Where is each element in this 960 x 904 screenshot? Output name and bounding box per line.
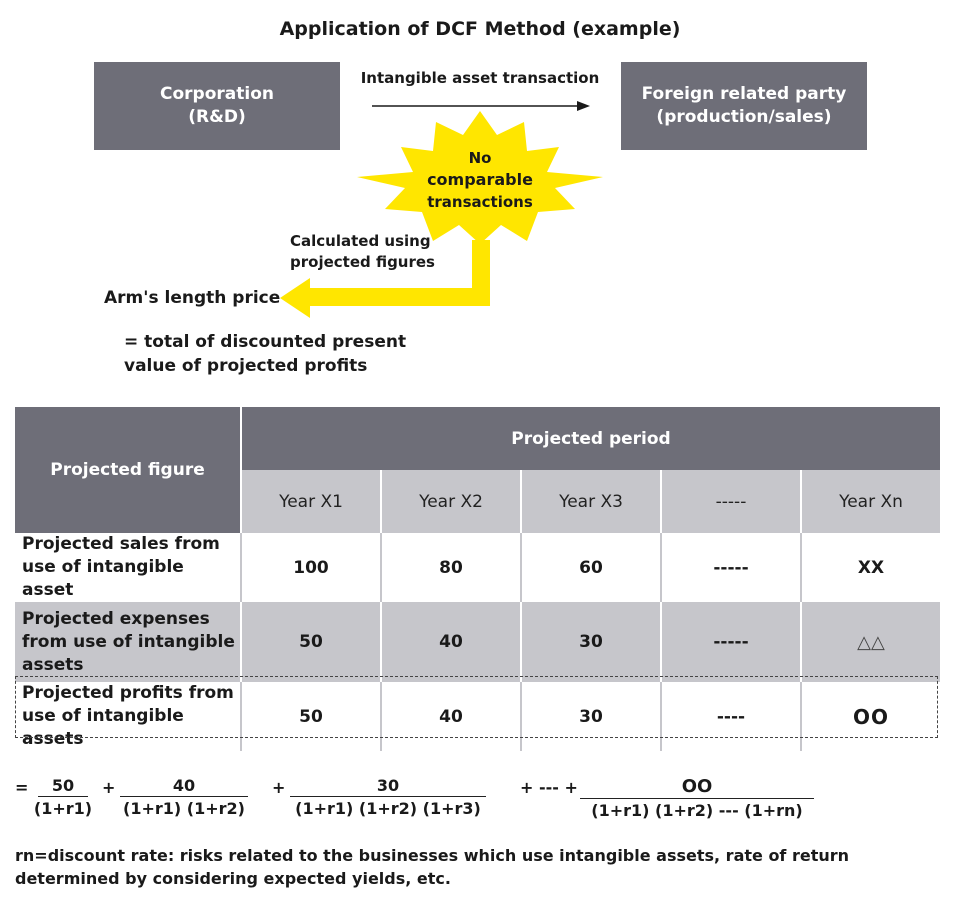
table-cell: 30 — [521, 682, 661, 751]
corporation-box-line2: (R&D) — [188, 107, 246, 127]
table-cell: 40 — [381, 682, 521, 751]
row-label-line: from use of intangible — [22, 631, 235, 652]
table-cell: OO — [801, 682, 940, 751]
period-header: Projected period — [241, 407, 940, 470]
table-cell: 50 — [241, 682, 381, 751]
formula-term-n — [580, 776, 814, 820]
formula-plus: + — [272, 778, 286, 797]
table-row — [15, 602, 940, 682]
formula-equals: = — [15, 778, 29, 797]
calc-label-line2: projected figures — [290, 253, 435, 271]
formula-plus: + — [102, 778, 116, 797]
foreign-party-box-line1: Foreign related party — [641, 84, 847, 104]
formula-term-3 — [290, 776, 486, 818]
calc-label-line1: Calculated using — [290, 232, 431, 250]
term-numerator: OO — [580, 776, 814, 799]
transaction-label: Intangible asset transaction — [360, 69, 600, 87]
row-label — [15, 602, 241, 682]
burst-text — [410, 147, 550, 213]
arms-length-label: Arm's length price — [104, 288, 281, 308]
foreign-party-box-line2: (production/sales) — [656, 107, 832, 127]
table-cell: ---- — [661, 682, 801, 751]
year-header: Year X1 — [241, 470, 381, 533]
table-cell: △△ — [801, 602, 940, 682]
year-header: Year X3 — [521, 470, 661, 533]
burst-line2: comparable — [427, 170, 533, 189]
table-row — [15, 682, 940, 751]
discount-rate-note — [15, 844, 950, 890]
row-label-line: assets — [22, 654, 84, 675]
equation-text — [124, 330, 406, 378]
term-denominator: (1+r1) (1+r2) --- (1+rn) — [591, 801, 803, 820]
note-line1: rn=discount rate: risks related to the businesses which use intangible assets, rate of return — [15, 846, 850, 865]
row-label-line: Projected profits from — [22, 683, 234, 703]
note-line2: determined by considering expected yields, etc. — [15, 869, 451, 888]
projection-table — [15, 407, 940, 751]
term-numerator: 30 — [290, 776, 486, 797]
term-denominator: (1+r1) — [33, 799, 93, 818]
formula-ellipsis: + --- + — [520, 778, 578, 797]
term-numerator: 50 — [38, 776, 88, 797]
corporation-box-line1: Corporation — [160, 84, 274, 104]
row-label-line: Projected sales from — [22, 534, 220, 554]
row-label-line: use of intangible assets — [22, 706, 184, 749]
year-header: ----- — [661, 470, 801, 533]
table-cell: 60 — [521, 533, 661, 602]
year-header: Year Xn — [801, 470, 940, 533]
corner-header: Projected figure — [15, 407, 241, 533]
row-label-line: use of intangible asset — [22, 557, 184, 600]
formula-term-2 — [120, 776, 248, 818]
table-cell: 50 — [241, 602, 381, 682]
table-cell: 80 — [381, 533, 521, 602]
table-cell: ----- — [661, 602, 801, 682]
table-row — [15, 533, 940, 602]
equation-text-line1: = total of discounted present — [124, 332, 407, 352]
table-cell: 40 — [381, 602, 521, 682]
calc-label — [290, 231, 435, 273]
formula-term-1 — [32, 776, 94, 818]
equation-text-line2: value of projected profits — [124, 356, 368, 376]
table-cell: 30 — [521, 602, 661, 682]
table-cell: XX — [801, 533, 940, 602]
table-cell: 100 — [241, 533, 381, 602]
transaction-arrow — [372, 101, 590, 111]
row-label — [15, 533, 241, 602]
term-denominator: (1+r1) (1+r2) — [123, 799, 245, 818]
row-label — [15, 682, 241, 751]
table-cell: ----- — [661, 533, 801, 602]
term-denominator: (1+r1) (1+r2) (1+r3) — [295, 799, 481, 818]
burst-line3: transactions — [427, 193, 533, 211]
row-label-line: Projected expenses — [22, 608, 210, 629]
burst-line1: No — [468, 149, 492, 167]
year-header: Year X2 — [381, 470, 521, 533]
diagram-title: Application of DCF Method (example) — [279, 18, 681, 40]
term-numerator: 40 — [120, 776, 248, 797]
